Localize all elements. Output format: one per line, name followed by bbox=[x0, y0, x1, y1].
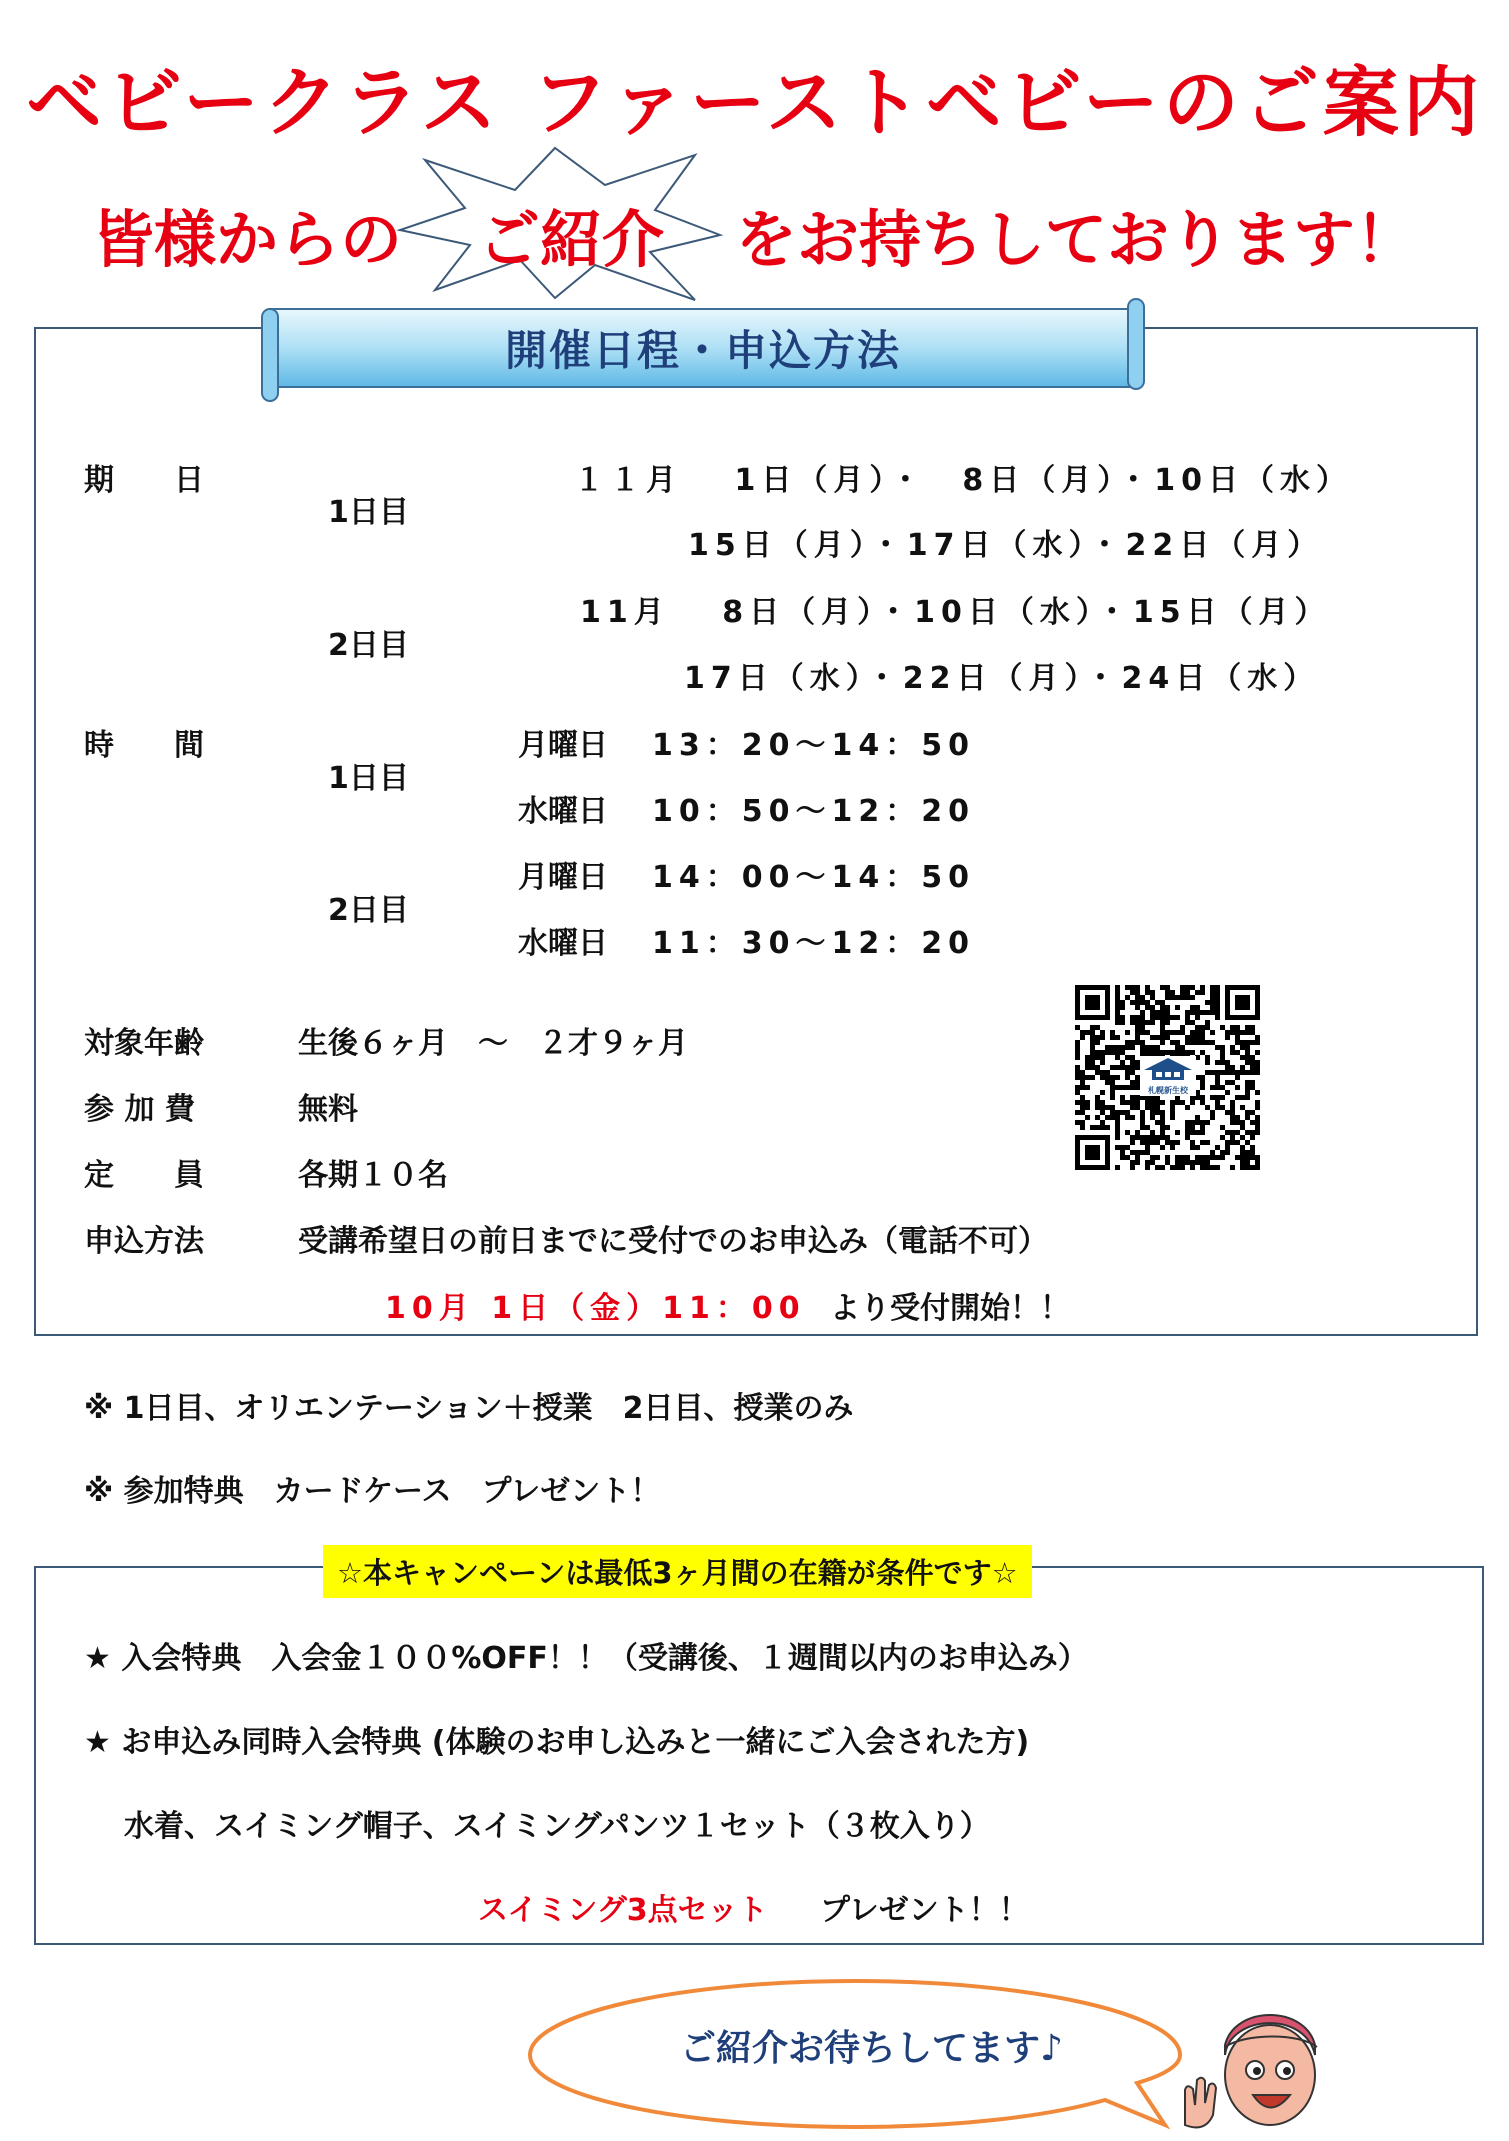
time-day2-label: 2日目 bbox=[328, 893, 409, 928]
start-date: 10月 1日（金）11：00 bbox=[385, 1291, 806, 1326]
fee-value: 無料 bbox=[298, 1092, 358, 1127]
time-range: 14：00〜14：50 bbox=[652, 860, 975, 895]
day1-dates-line2: 15日（月）・17日（水）・22日（月） bbox=[688, 528, 1324, 563]
page-title: ベビークラス ファーストベビーのご案内 bbox=[26, 58, 1483, 147]
date-label: 期 日 bbox=[84, 463, 204, 498]
note-2: ※ 参加特典 カードケース プレゼント！ bbox=[84, 1474, 661, 1509]
day1-label: 1日目 bbox=[328, 495, 409, 530]
banner-title: 開催日程・申込方法 bbox=[505, 326, 902, 375]
qr-logo bbox=[1140, 1056, 1196, 1096]
time-range: 11：30〜12：20 bbox=[652, 926, 975, 961]
start-text: より受付開始！！ bbox=[830, 1291, 1070, 1326]
time-day1-label: 1日目 bbox=[328, 761, 409, 796]
time-label: 時 間 bbox=[84, 728, 204, 763]
apply-value: 受講希望日の前日までに受付でのお申込み（電話不可） bbox=[298, 1224, 1048, 1259]
note-1: ※ 1日目、オリエンテーション＋授業 2日目、授業のみ bbox=[84, 1391, 854, 1426]
school-logo-icon bbox=[1140, 1056, 1196, 1082]
capacity-label: 定 員 bbox=[84, 1158, 204, 1193]
age-label: 対象年齢 bbox=[84, 1026, 204, 1061]
present-black: プレゼント！！ bbox=[820, 1893, 1029, 1928]
day2-dates-line2: 17日（水）・22日（月）・24日（水） bbox=[684, 661, 1320, 696]
campaign-line-3: 水着、スイミング帽子、スイミングパンツ１セット（３枚入り） bbox=[124, 1809, 990, 1844]
time-weekday: 水曜日 bbox=[518, 794, 608, 829]
time-range: 10：50〜12：20 bbox=[652, 794, 975, 829]
day2-dates-line1: 11月 8日（月）・10日（水）・15日（月） bbox=[580, 595, 1331, 630]
fee-label: 参 加 費 bbox=[84, 1092, 195, 1127]
apply-label: 申込方法 bbox=[84, 1224, 204, 1259]
present-red: スイミング3点セット bbox=[478, 1893, 768, 1928]
campaign-header: ☆本キャンペーンは最低3ヶ月間の在籍が条件です☆ bbox=[323, 1545, 1032, 1598]
campaign-line-2: ★ お申込み同時入会特典 (体験のお申し込みと一緒にご入会された方) bbox=[84, 1725, 1030, 1760]
subtitle-suffix: をお持ちしております！ bbox=[735, 203, 1418, 276]
time-weekday: 水曜日 bbox=[518, 926, 608, 961]
time-weekday: 月曜日 bbox=[518, 860, 608, 895]
time-range: 13：20〜14：50 bbox=[652, 728, 975, 763]
mascot-character bbox=[1175, 1985, 1325, 2135]
speech-text: ご紹介お待ちしてます♪ bbox=[680, 2028, 1063, 2069]
capacity-value: 各期１０名 bbox=[298, 1158, 448, 1193]
subtitle-prefix: 皆様からの bbox=[92, 203, 403, 276]
time-weekday: 月曜日 bbox=[518, 728, 608, 763]
campaign-line-1: ★ 入会特典 入会金１００%OFF！！（受講後、１週間以内のお申込み） bbox=[84, 1641, 1088, 1676]
day2-label: 2日目 bbox=[328, 628, 409, 663]
subtitle-burst-text: ご紹介 bbox=[478, 203, 665, 276]
age-value: 生後６ヶ月 〜 ２才９ヶ月 bbox=[298, 1026, 688, 1061]
qr-caption: 札幌新生校 bbox=[1148, 1086, 1188, 1095]
day1-dates-line1: １１月 1日（月）・ 8日（月）・10日（水） bbox=[574, 463, 1352, 498]
